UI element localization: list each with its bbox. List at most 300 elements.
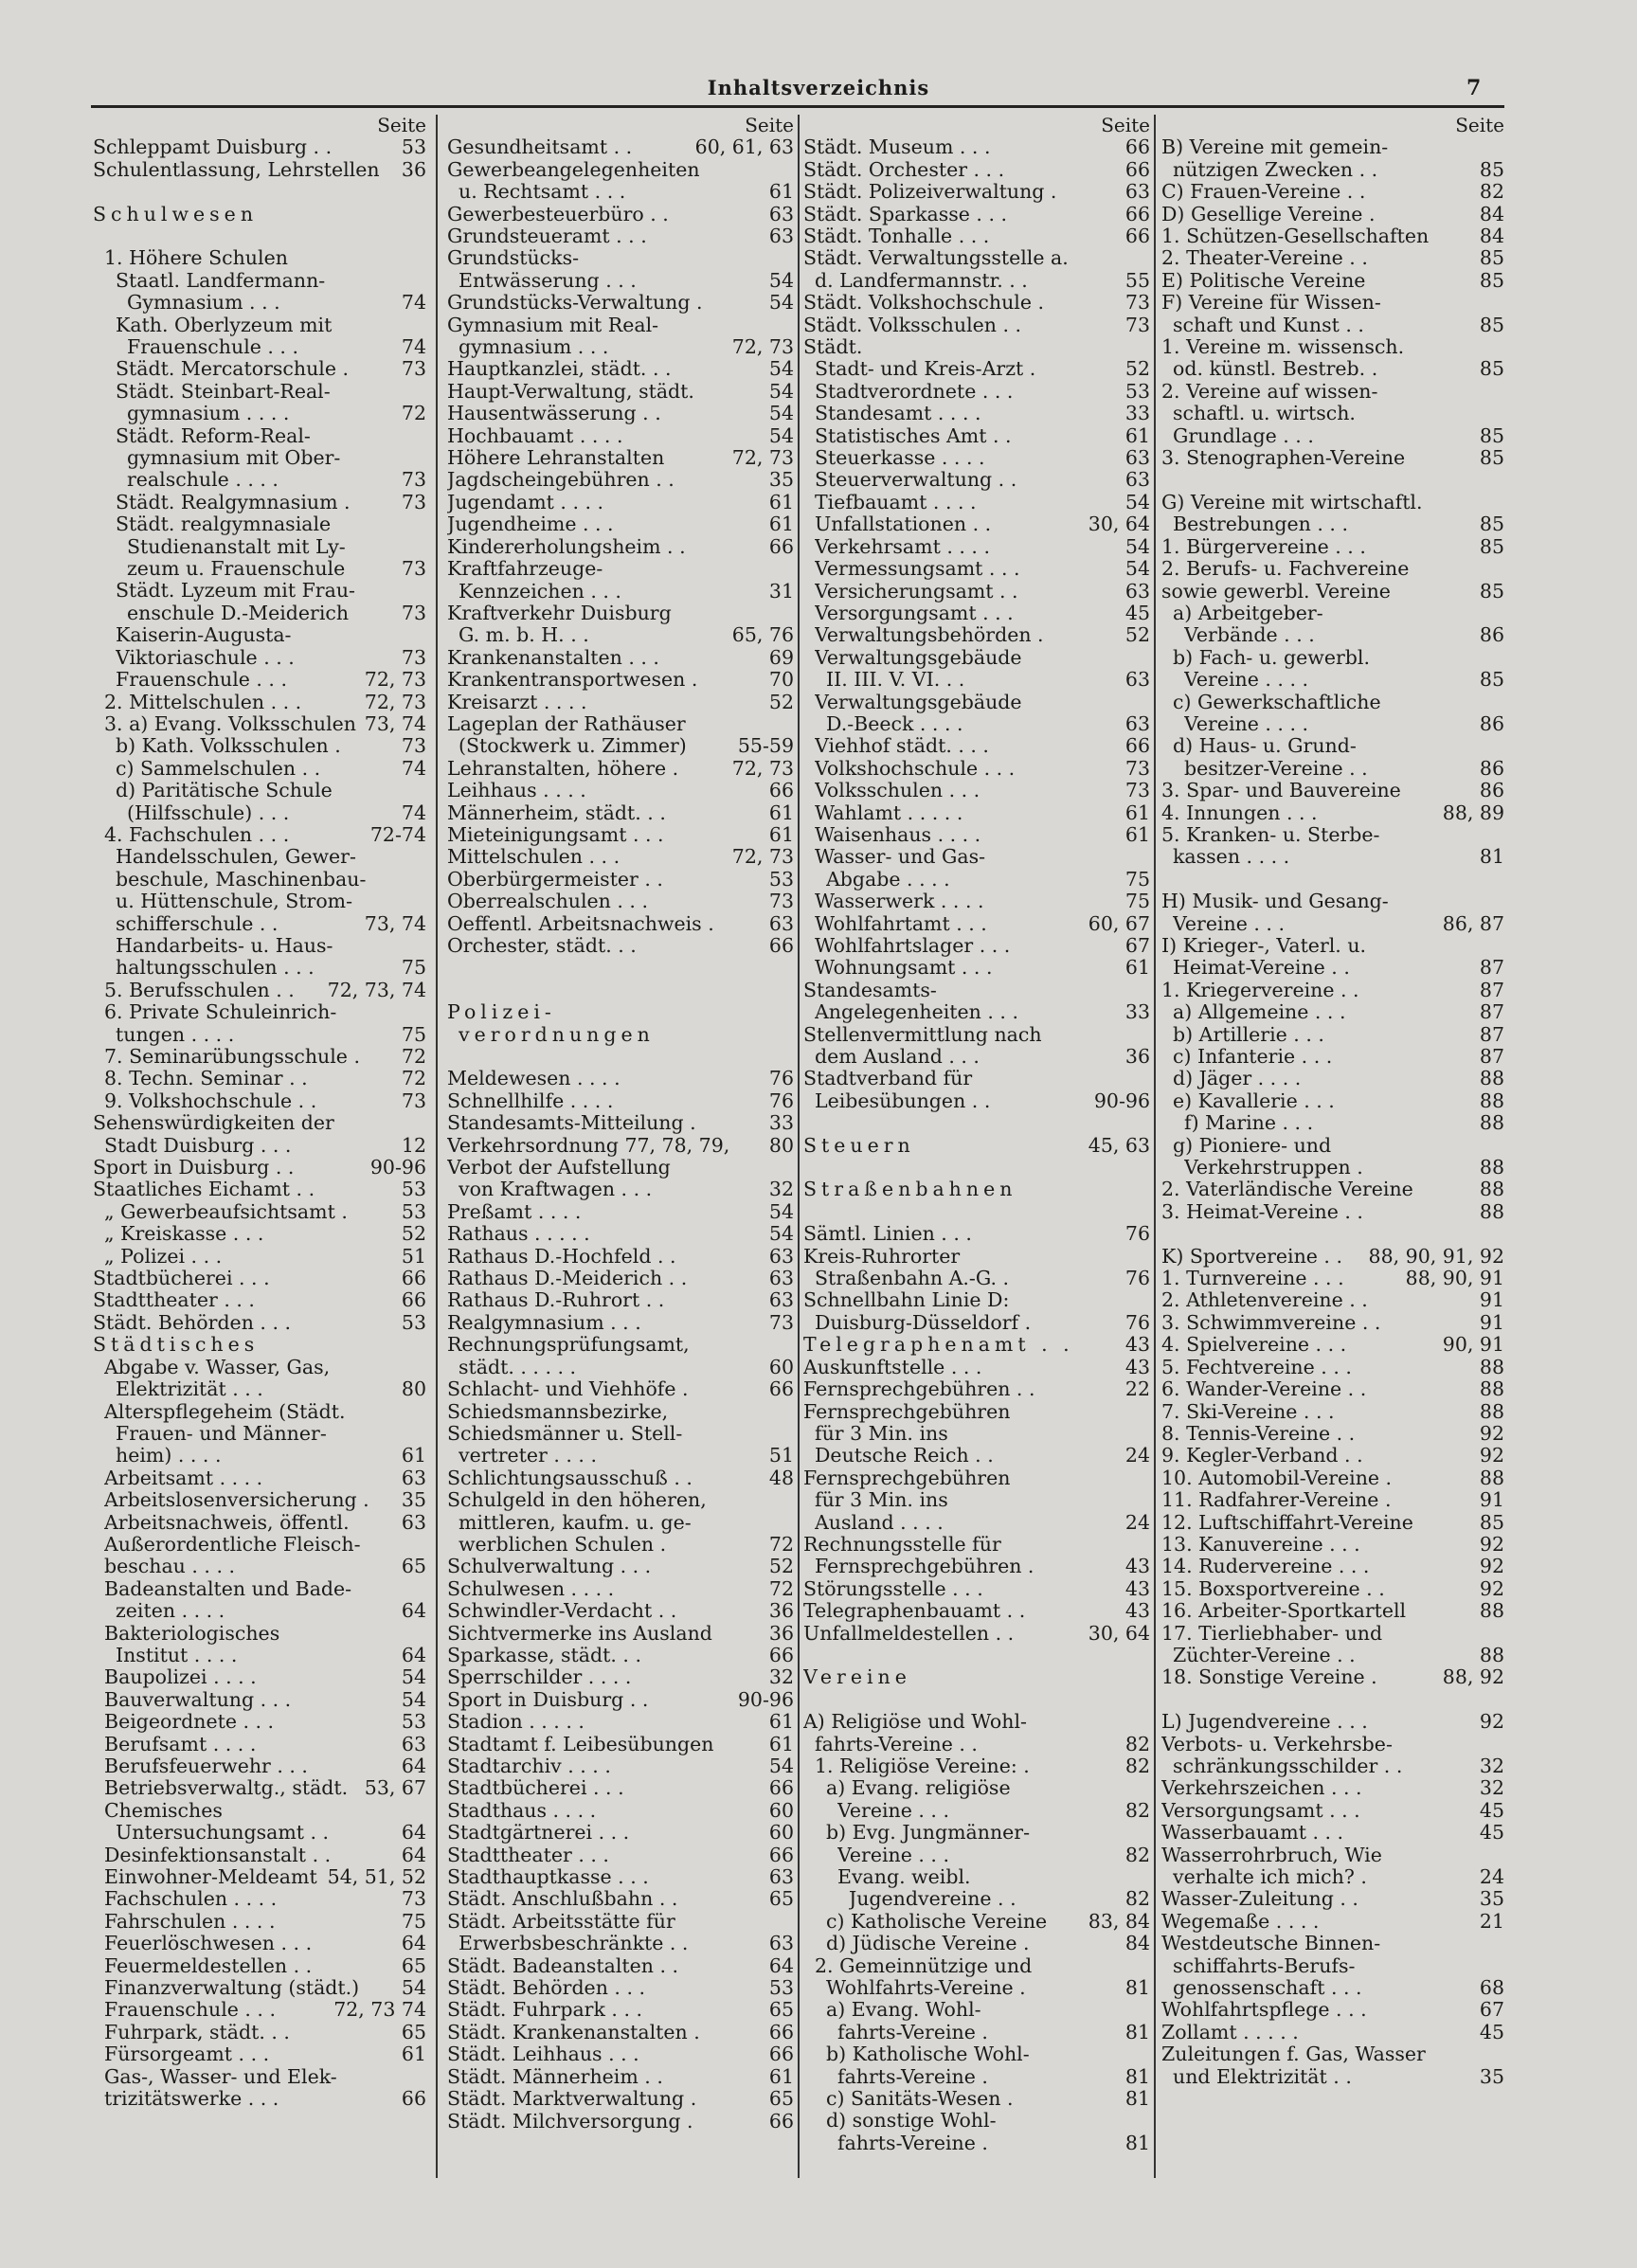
index-entry	[447, 647, 794, 669]
index-entry	[1161, 1157, 1504, 1179]
entry-label: b) Fach- u. gewerbl.	[1173, 646, 1370, 669]
entry-label: Stadtamt f. Leibesübungen	[447, 1733, 714, 1755]
index-entry	[447, 2088, 794, 2110]
index-entry	[1161, 1578, 1504, 1600]
index-entry	[1161, 1001, 1504, 1023]
entry-page: 63	[1124, 468, 1150, 492]
entry-page: 90-96	[369, 1156, 426, 1179]
index-entry	[93, 758, 426, 780]
entry-page: 72-74	[369, 822, 426, 846]
entry-label: Leihhaus . . . .	[447, 780, 586, 802]
entry-label: Städt. Lyzeum mit Frau-	[116, 580, 355, 603]
index-entry	[1161, 1423, 1504, 1445]
entry-page: 84	[1479, 202, 1504, 225]
entry-page: 72	[401, 1067, 426, 1090]
entry-label: Sichtvermerke ins Ausland	[447, 1622, 712, 1645]
index-entry	[93, 846, 426, 868]
entry-label: b) Katholische Wohl-	[826, 2043, 1030, 2066]
entry-page: 63	[1124, 668, 1150, 692]
entry-page: 45	[1479, 1821, 1504, 1845]
index-entry	[1161, 1401, 1504, 1423]
entry-label: Stadtarchiv . . . .	[447, 1755, 611, 1777]
entry-page: 54	[768, 379, 794, 403]
entry-page: 33	[1124, 402, 1150, 425]
entry-label: 4. Fachschulen . . .	[104, 823, 290, 846]
entry-label: c) Sammelschulen . .	[116, 757, 321, 780]
entry-page: 53	[401, 1310, 426, 1334]
index-entry	[93, 425, 426, 447]
index-entry	[803, 2088, 1150, 2110]
index-entry	[93, 802, 426, 824]
index-entry	[447, 1201, 794, 1223]
entry-label: Vereine . . .	[837, 1799, 949, 1822]
entry-page: 67	[1479, 1998, 1504, 2022]
entry-label: fahrts-Vereine .	[837, 2065, 988, 2088]
entry-label: 5. Berufsschulen . .	[104, 979, 295, 1001]
entry-page: 66	[768, 934, 794, 958]
index-entry	[447, 1666, 794, 1688]
entry-page: 86	[1479, 711, 1504, 735]
index-entry	[93, 780, 426, 801]
entry-label: Höhere Lehranstalten	[447, 447, 665, 470]
entry-page: 81	[1124, 2131, 1150, 2154]
index-entry	[1161, 758, 1504, 780]
entry-page: 73	[401, 490, 426, 513]
entry-label: enschule D.-Meiderich	[127, 602, 350, 624]
entry-page: 65	[401, 1555, 426, 1578]
entry-page: 51	[401, 1244, 426, 1268]
index-entry	[803, 492, 1150, 513]
index-entry	[447, 1999, 794, 2021]
index-entry	[1161, 1268, 1504, 1289]
index-entry	[447, 270, 794, 292]
entry-label: Vereine . . .	[837, 1844, 949, 1866]
entry-label: E) Politische Vereine	[1161, 269, 1366, 292]
entry-page: 24	[1124, 1510, 1150, 1534]
entry-page: 72	[401, 402, 426, 425]
entry-page: 66	[768, 2043, 794, 2066]
index-entry	[93, 713, 426, 735]
entry-page: 72, 73	[731, 446, 794, 470]
index-column-2	[447, 115, 794, 2133]
entry-label: a) Evang. Wohl-	[826, 1999, 981, 2022]
entry-label: Städt. Museum . . .	[803, 136, 991, 159]
index-entry	[803, 713, 1150, 735]
index-entry	[1161, 1933, 1504, 1954]
index-entry	[93, 1999, 426, 2021]
entry-label: 3. Heimat-Vereine . .	[1161, 1200, 1363, 1223]
entry-label: Stadthaus . . . .	[447, 1799, 597, 1822]
entry-label: Feuerlöschwesen . . .	[104, 1933, 313, 1955]
entry-page: 65	[401, 2020, 426, 2043]
entry-label: 1. Höhere Schulen	[104, 247, 288, 270]
index-entry	[803, 1001, 1150, 1023]
index-section-heading	[447, 1024, 794, 1046]
entry-page: 66	[1124, 202, 1150, 225]
entry-label: Gymnasium . . .	[127, 292, 280, 315]
entry-page: 88, 89	[1442, 801, 1504, 824]
index-entry	[93, 1401, 426, 1423]
entry-label: Städt. Badeanstalten . .	[447, 1954, 679, 1977]
entry-page: 72	[768, 1532, 794, 1556]
entry-label: besitzer-Vereine . .	[1184, 757, 1368, 780]
entry-page: 85	[1479, 534, 1504, 558]
entry-page: 87	[1479, 956, 1504, 980]
entry-page: 33	[1124, 1000, 1150, 1024]
index-entry	[93, 247, 426, 269]
entry-page: 72	[401, 1045, 426, 1069]
entry-label: Straßenbahnen	[803, 1179, 1017, 1201]
entry-label: Kath. Oberlyzeum mit	[116, 314, 333, 336]
index-entry	[447, 204, 794, 225]
entry-page: 88	[1479, 1377, 1504, 1401]
index-entry	[1161, 669, 1504, 691]
entry-label: Städt. Reform-Real-	[116, 424, 311, 447]
entry-page: 43	[1124, 1599, 1150, 1623]
entry-label: gymnasium . . .	[459, 336, 609, 359]
entry-page: 66	[401, 1267, 426, 1290]
entry-page: 73	[401, 357, 426, 381]
entry-page: 73	[768, 890, 794, 913]
entry-label: Chemisches	[104, 1799, 223, 1822]
index-entry	[447, 1933, 794, 1954]
index-entry	[1161, 181, 1504, 203]
page-number: 7	[1466, 76, 1482, 100]
index-entry	[1161, 558, 1504, 580]
entry-label: 18. Sonstige Vereine .	[1161, 1666, 1377, 1689]
index-entry	[803, 1711, 1150, 1733]
entry-page: 54	[768, 357, 794, 381]
index-entry	[93, 403, 426, 424]
entry-page: 54	[768, 1222, 794, 1246]
entry-page: 61	[1124, 956, 1150, 980]
index-entry	[447, 1401, 794, 1423]
index-entry	[803, 1445, 1150, 1467]
entry-label: Wasser- und Gas-	[815, 846, 986, 869]
index-entry	[803, 403, 1150, 424]
index-entry	[1161, 1024, 1504, 1046]
entry-page: 80	[401, 1377, 426, 1401]
entry-page: 88	[1479, 1399, 1504, 1423]
entry-label: Kaiserin-Augusta-	[116, 624, 292, 647]
index-entry	[93, 1201, 426, 1223]
entry-label: städt. . . . . .	[459, 1356, 577, 1378]
entry-page: 66	[1124, 225, 1150, 248]
entry-label: werblichen Schulen .	[459, 1533, 667, 1556]
index-entry	[93, 1866, 426, 1888]
entry-page: 66	[768, 779, 794, 802]
index-entry	[1161, 780, 1504, 801]
index-entry	[447, 935, 794, 957]
index-entry	[1161, 624, 1504, 646]
entry-label: C) Frauen-Vereine . .	[1161, 181, 1366, 204]
entry-label: Vereine	[803, 1666, 911, 1689]
entry-label: für 3 Min. ins	[815, 1489, 948, 1512]
entry-label: Elektrizität . . .	[116, 1378, 263, 1401]
column-header: Seite	[377, 114, 426, 136]
entry-page: 73	[401, 557, 426, 581]
entry-page: 31	[768, 579, 794, 603]
entry-page: 30, 64	[1088, 1621, 1150, 1645]
entry-label: Grundstücks-	[447, 247, 580, 270]
index-entry	[803, 292, 1150, 314]
entry-label: Zuleitungen f. Gas, Wasser	[1161, 2043, 1426, 2066]
index-entry	[93, 1600, 426, 1622]
entry-label: d) Paritätische Schule	[116, 780, 333, 802]
index-entry	[447, 1822, 794, 1844]
entry-label: Verkehrszeichen . . .	[1161, 1777, 1362, 1800]
entry-label: Ausland . . . .	[815, 1511, 944, 1534]
index-entry	[93, 1777, 426, 1799]
entry-label: Vereine . . . .	[1184, 712, 1309, 735]
index-entry	[93, 336, 426, 358]
index-entry	[803, 624, 1150, 646]
index-entry	[1161, 2066, 1504, 2088]
entry-label: Entwässerung . . .	[459, 269, 637, 292]
entry-label: Kreis-Ruhrorter	[803, 1245, 961, 1268]
entry-page: 61	[768, 822, 794, 846]
entry-page: 54	[768, 423, 794, 447]
entry-label: Baupolizei . . . .	[104, 1666, 257, 1689]
entry-label: Betriebsverwaltg., städt.	[104, 1777, 349, 1800]
index-entry	[1161, 1755, 1504, 1777]
index-entry	[93, 869, 426, 891]
index-entry	[93, 1955, 426, 1977]
entry-page: 54, 51, 52	[327, 1865, 426, 1889]
index-entry	[93, 1378, 426, 1400]
entry-label: Erwerbsbeschränkte . .	[459, 1933, 689, 1955]
index-entry	[93, 1024, 426, 1046]
index-entry	[1161, 1977, 1504, 1999]
index-entry	[447, 381, 794, 403]
entry-label: Handarbeits- u. Haus-	[116, 934, 333, 957]
index-entry	[447, 136, 794, 158]
entry-page: 30, 64	[1088, 513, 1150, 536]
entry-label: Rechnungsstelle für	[803, 1533, 1001, 1556]
entry-label: Jugendheime . . .	[447, 513, 614, 536]
entry-page: 88	[1479, 1599, 1504, 1623]
entry-label: Hausentwässerung . .	[447, 403, 661, 425]
index-entry	[803, 1046, 1150, 1068]
entry-label: 2. Berufs- u. Fachvereine	[1161, 558, 1410, 581]
entry-page: 69	[768, 645, 794, 669]
entry-page: 52	[768, 1555, 794, 1578]
column-divider	[798, 115, 800, 2178]
entry-label: Wohlfahrtamt . . .	[815, 912, 987, 935]
index-entry	[93, 558, 426, 580]
index-entry	[1161, 603, 1504, 624]
entry-page: 76	[768, 1067, 794, 1090]
index-section-heading	[803, 1666, 1150, 1688]
index-entry	[1161, 1822, 1504, 1844]
entry-label: Gewerbesteuerbüro . .	[447, 203, 669, 225]
entry-label: Finanzverwaltung (städt.)	[104, 1977, 360, 2000]
entry-page: 85	[1479, 268, 1504, 292]
entry-label: heim) . . . .	[116, 1445, 222, 1467]
index-entry	[93, 1534, 426, 1556]
entry-page: 76	[768, 1089, 794, 1112]
entry-label: Schwindler-Verdacht . .	[447, 1600, 677, 1623]
entry-label: beschau . . . .	[104, 1556, 236, 1578]
entry-label: Lehranstalten, höhere .	[447, 757, 679, 780]
index-entry	[1161, 692, 1504, 713]
entry-page: 60	[768, 1798, 794, 1822]
entry-label: Feuermeldestellen . .	[104, 1954, 313, 1977]
index-entry	[803, 824, 1150, 846]
index-entry	[93, 1933, 426, 1954]
entry-label: c) Sanitäts-Wesen .	[826, 2088, 1014, 2111]
entry-page: 32	[768, 1665, 794, 1689]
index-entry	[447, 1866, 794, 1888]
entry-page: 92	[1479, 1421, 1504, 1445]
index-entry	[93, 580, 426, 602]
entry-label: Jagdscheingebühren . .	[447, 469, 675, 492]
index-entry	[93, 824, 426, 846]
entry-page: 85	[1479, 1510, 1504, 1534]
index-entry	[1161, 381, 1504, 403]
entry-page: 85	[1479, 157, 1504, 181]
index-entry	[1161, 136, 1504, 158]
entry-label: Mieteinigungsamt . . .	[447, 823, 664, 846]
entry-label: I) Krieger-, Vaterl. u.	[1161, 934, 1367, 957]
entry-label: Fernsprechgebühren	[803, 1467, 1011, 1489]
index-entry	[1161, 1312, 1504, 1334]
entry-page: 43	[1124, 1355, 1150, 1378]
index-entry	[803, 1822, 1150, 1844]
entry-page: 32	[1479, 1754, 1504, 1777]
index-entry	[447, 1112, 794, 1134]
index-entry	[803, 735, 1150, 757]
entry-label: Fernsprechgebühren . .	[803, 1378, 1035, 1401]
entry-label: Staatl. Landfermann-	[116, 269, 326, 292]
spacer	[447, 1046, 794, 1068]
entry-page: 73	[1124, 756, 1150, 780]
entry-page: 54	[1124, 557, 1150, 581]
index-entry	[803, 1223, 1150, 1245]
entry-label: Arbeitsnachweis, öffentl.	[104, 1511, 350, 1534]
entry-label: 17. Tierliebhaber- und	[1161, 1622, 1383, 1645]
entry-page: 65	[768, 2087, 794, 2111]
index-entry	[1161, 513, 1504, 535]
index-entry	[447, 159, 794, 181]
entry-page: 85	[1479, 446, 1504, 470]
index-entry	[1161, 292, 1504, 314]
entry-page: 61	[1124, 822, 1150, 846]
entry-label: Verwaltungsbehörden .	[815, 624, 1044, 647]
entry-label: Stadtbücherei . . .	[93, 1268, 270, 1290]
entry-label: gymnasium . . . .	[127, 403, 290, 425]
index-entry	[447, 1378, 794, 1400]
entry-page: 81	[1124, 2087, 1150, 2111]
entry-label: Fahrschulen . . . .	[104, 1910, 276, 1933]
index-entry	[447, 735, 794, 757]
entry-page: 43	[1124, 1576, 1150, 1600]
index-entry	[803, 1800, 1150, 1822]
index-entry	[803, 1090, 1150, 1112]
entry-label: 7. Ski-Vereine . . .	[1161, 1400, 1335, 1423]
entry-label: Städt. Arbeitsstätte für	[447, 1910, 675, 1933]
entry-page: 73	[1124, 291, 1150, 315]
entry-label: Züchter-Vereine . .	[1173, 1644, 1356, 1666]
index-entry	[803, 1268, 1150, 1289]
entry-page: 82	[1124, 1732, 1150, 1755]
entry-label: 4. Spielvereine . . .	[1161, 1334, 1347, 1357]
index-entry	[447, 1445, 794, 1467]
index-entry	[803, 647, 1150, 669]
entry-page: 74	[401, 801, 426, 824]
entry-label: gymnasium mit Ober-	[127, 447, 341, 470]
entry-label: Frauenschule . . .	[127, 336, 298, 359]
entry-label: Städt. Behörden . . .	[447, 1977, 645, 2000]
index-entry	[803, 1312, 1150, 1334]
entry-page: 73, 74	[364, 711, 426, 735]
entry-label: Jugendvereine . .	[849, 1888, 1016, 1911]
entry-label: Orchester, städt. . .	[447, 935, 637, 958]
entry-page: 92	[1479, 1576, 1504, 1600]
entry-label: 7. Seminarübungsschule .	[104, 1046, 360, 1069]
entry-label: Schulentlassung, Lehrstellen	[93, 158, 380, 181]
entry-label: Wasserrohrbruch, Wie	[1161, 1844, 1382, 1866]
index-entry	[1161, 913, 1504, 935]
index-entry	[1161, 425, 1504, 447]
entry-page: 36	[401, 157, 426, 181]
index-entry	[803, 1489, 1150, 1511]
entry-label: Frauenschule . . .	[116, 669, 287, 692]
entry-page: 12	[401, 1133, 426, 1157]
entry-label: Fürsorgeamt . . .	[104, 2043, 270, 2066]
entry-label: Stadttheater . . .	[93, 1289, 255, 1312]
index-entry	[1161, 581, 1504, 603]
index-entry	[1161, 1556, 1504, 1577]
index-entry	[447, 2066, 794, 2088]
index-entry	[803, 1955, 1150, 1977]
entry-page: 61	[768, 801, 794, 824]
entry-label: 2. Vaterländische Vereine	[1161, 1179, 1413, 1201]
index-entry	[803, 558, 1150, 580]
index-entry	[1161, 935, 1504, 957]
entry-page: 55-59	[737, 734, 794, 758]
entry-label: schränkungsschilder . .	[1173, 1755, 1403, 1777]
spacer	[803, 1112, 1150, 1134]
index-entry	[1161, 447, 1504, 469]
entry-label: Waisenhaus . . . .	[815, 823, 981, 846]
entry-label: Staatliches Eichamt . .	[93, 1179, 315, 1201]
entry-label: c) Infanterie . . .	[1173, 1046, 1333, 1069]
entry-page: 53, 67	[364, 1776, 426, 1800]
index-entry	[803, 1755, 1150, 1777]
index-entry	[93, 1467, 426, 1489]
entry-page: 76	[1124, 1222, 1150, 1246]
entry-label: Vereine . . .	[1173, 912, 1285, 935]
index-entry	[447, 2022, 794, 2043]
entry-page: 73	[401, 468, 426, 492]
entry-page: 54	[768, 268, 794, 292]
entry-label: Volksschulen . . .	[815, 780, 980, 802]
entry-label: und Elektrizität . .	[1173, 2065, 1352, 2088]
entry-label: sowie gewerbl. Vereine	[1161, 580, 1391, 603]
index-entry	[803, 2066, 1150, 2088]
entry-page: 36	[768, 1621, 794, 1645]
index-entry	[803, 1024, 1150, 1046]
entry-page: 73	[401, 1089, 426, 1112]
index-entry	[803, 1467, 1150, 1489]
index-entry	[803, 336, 1150, 358]
index-entry	[803, 2110, 1150, 2132]
index-entry	[447, 1711, 794, 1733]
entry-page: 45	[1124, 601, 1150, 624]
index-entry	[447, 1289, 794, 1311]
index-entry	[803, 758, 1150, 780]
